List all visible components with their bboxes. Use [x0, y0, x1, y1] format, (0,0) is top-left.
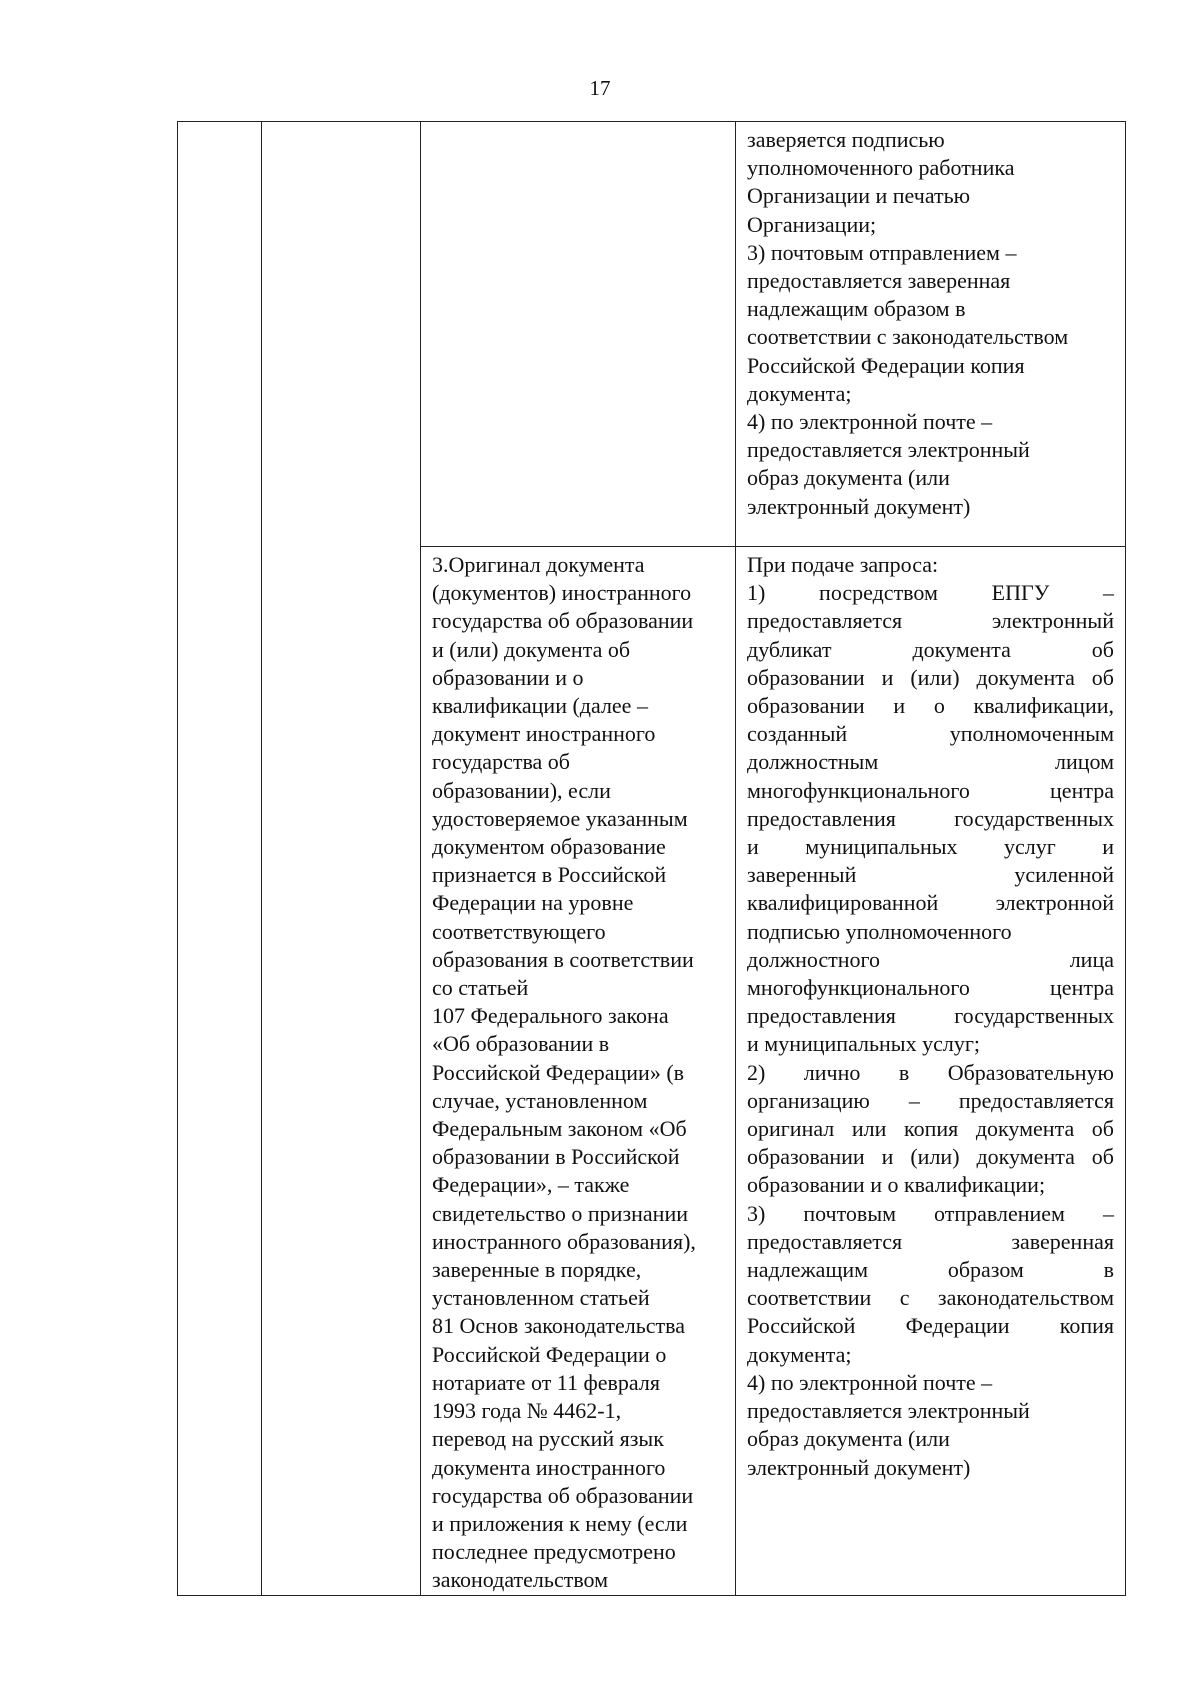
table-row — [178, 122, 1126, 547]
text-line: заверенные в порядке, — [432, 1257, 642, 1283]
text-line: соответствии с законодательством — [747, 1285, 1114, 1311]
text-line: Федерации на уровне — [432, 890, 634, 916]
table-cell-row2-col4 — [736, 547, 1126, 1596]
text-line: государства об образовании — [432, 1482, 694, 1508]
text-line: Организации; — [747, 211, 877, 237]
text-line: законодательством — [432, 1567, 609, 1593]
text-line: документа иностранного — [432, 1454, 666, 1480]
text-line: электронный документ) — [747, 1454, 971, 1480]
table-cell-col1 — [178, 122, 262, 1596]
document-table — [177, 121, 1126, 1596]
text-line: 3) почтовым отправлением – — [747, 1200, 1114, 1226]
text-line: со статьей — [432, 975, 529, 1001]
text-line: 2) лично в Образовательную — [747, 1059, 1114, 1085]
text-line: образовании), если — [432, 777, 611, 803]
text-line: Российской Федерации копия — [747, 1313, 1114, 1339]
text-line: Российской Федерации о — [432, 1341, 667, 1367]
text-line: Федеральным законом «Об — [432, 1116, 687, 1142]
text-line: государства об образовании — [432, 608, 694, 634]
text-line: уполномоченного работника — [747, 155, 1015, 181]
text-line: признается в Российской — [432, 862, 667, 888]
row1-col4-text — [736, 122, 1125, 521]
text-line: созданный уполномоченным — [747, 721, 1114, 747]
text-line: образовании и (или) документа об — [747, 1144, 1114, 1170]
text-line: должностным лицом — [747, 749, 1114, 775]
text-line: предоставляется электронный — [747, 437, 1030, 463]
text-line: документа; — [747, 380, 852, 406]
text-line: документа; — [747, 1341, 852, 1367]
text-line: и муниципальных услуг; — [747, 1031, 980, 1057]
text-line: должностного лица — [747, 946, 1114, 972]
text-line: образовании и о квалификации, — [747, 693, 1114, 719]
text-line: надлежащим образом в — [747, 1257, 1114, 1283]
text-line: удостоверяемое указанным — [432, 805, 688, 831]
text-line: заверяется подписью — [747, 127, 945, 152]
text-line: 4) по электронной почте – — [747, 409, 993, 435]
table-cell-col2 — [262, 122, 421, 1596]
page-number: 17 — [589, 76, 611, 100]
text-line: предоставляется электронный — [747, 608, 1114, 634]
text-line: предоставляется электронный — [747, 1398, 1030, 1424]
text-line: нотариате от 11 февраля — [432, 1369, 660, 1395]
text-line: 81 Основ законодательства — [432, 1313, 685, 1339]
text-line: Организации и печатью — [747, 183, 971, 209]
text-line: 3) почтовым отправлением – — [747, 239, 1017, 265]
text-line: свидетельство о признании — [432, 1200, 688, 1226]
text-line: дубликат документа об — [747, 636, 1114, 662]
text-line: организацию – предоставляется — [747, 1087, 1114, 1113]
text-line: квалифицированной электронной — [747, 890, 1114, 916]
text-line: подписью уполномоченного — [747, 918, 1012, 944]
table-cell-row1-col4 — [736, 122, 1126, 547]
table-cell-row1-col3 — [421, 122, 736, 547]
text-line: предоставления государственных — [747, 805, 1114, 831]
text-line: 107 Федерального закона — [432, 1003, 669, 1029]
text-line: предоставляется заверенная — [747, 1228, 1114, 1254]
text-line: Российской Федерации» (в — [432, 1059, 685, 1085]
text-line: образовании и о — [432, 664, 584, 690]
text-line: случае, установленном — [432, 1087, 648, 1113]
text-line: установленном статьей — [432, 1285, 650, 1311]
table-cell-row2-col3 — [421, 547, 736, 1596]
text-line: документом образование — [432, 834, 666, 860]
text-line: Российской Федерации копия — [747, 352, 1025, 378]
text-line: многофункционального центра — [747, 975, 1114, 1001]
text-line: 4) по электронной почте – — [747, 1369, 993, 1395]
text-line: 1) посредством ЕПГУ – — [747, 580, 1114, 606]
text-line: При подаче запроса: — [747, 552, 939, 577]
text-line: 3.Оригинал документа — [432, 552, 645, 577]
text-line: предоставления государственных — [747, 1003, 1114, 1029]
text-line: электронный документ) — [747, 493, 971, 519]
text-line: и (или) документа об — [432, 636, 631, 662]
text-line: соответствующего — [432, 918, 606, 944]
text-line: и приложения к нему (если — [432, 1510, 688, 1536]
text-line: образовании в Российской — [432, 1144, 680, 1170]
text-line: и муниципальных услуг и — [747, 834, 1114, 860]
text-line: образ документа (или — [747, 1426, 950, 1452]
text-line: 1993 года № 4462-1, — [432, 1398, 622, 1424]
text-line: образовании и (или) документа об — [747, 664, 1114, 690]
text-line: образ документа (или — [747, 465, 950, 491]
text-line: государства об — [432, 749, 571, 775]
text-line: надлежащим образом в — [747, 296, 966, 322]
text-line: образования в соответствии — [432, 946, 694, 972]
text-line: образовании и о квалификации; — [747, 1172, 1046, 1198]
text-line: предоставляется заверенная — [747, 268, 1011, 294]
text-line: многофункционального центра — [747, 777, 1114, 803]
text-line: последнее предусмотрено — [432, 1539, 676, 1565]
text-line: «Об образовании в — [432, 1031, 610, 1057]
text-line: иностранного образования), — [432, 1228, 696, 1254]
text-line: документ иностранного — [432, 721, 656, 747]
text-line: квалификации (далее – — [432, 693, 648, 719]
row2-col3-text — [421, 547, 735, 1595]
text-line: оригинал или копия документа об — [747, 1116, 1114, 1142]
text-line: перевод на русский язык — [432, 1426, 664, 1452]
text-line: (документов) иностранного — [432, 580, 692, 606]
text-line: заверенный усиленной — [747, 862, 1114, 888]
row2-col4-text — [736, 547, 1125, 1482]
text-line: соответствии с законодательством — [747, 324, 1069, 350]
text-line: Федерации», – также — [432, 1172, 630, 1198]
